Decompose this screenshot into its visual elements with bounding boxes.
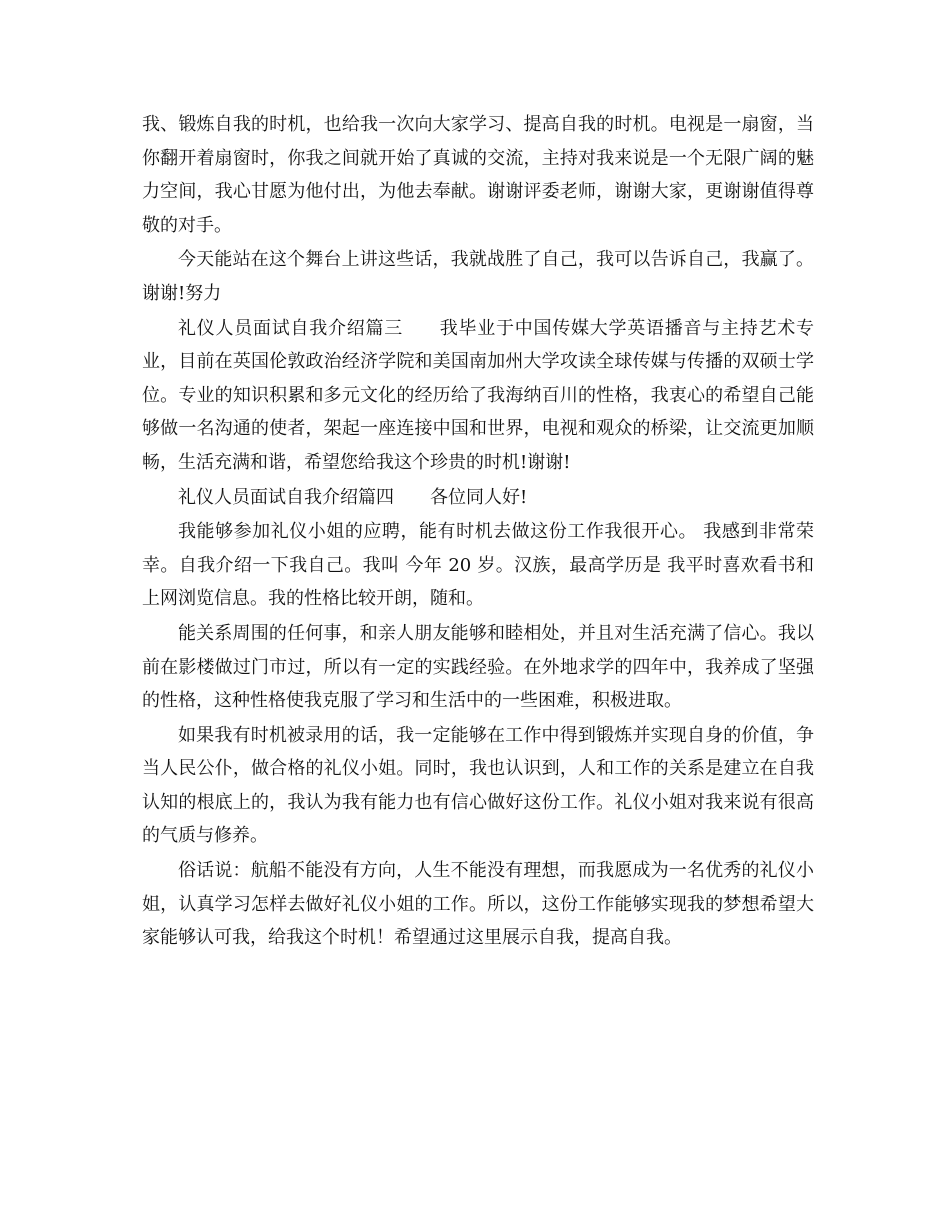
paragraph-2 — [142, 243, 814, 310]
paragraph-text: 我毕业于中国传媒大学英语播音与主持艺术专业，目前在英国伦敦政治经济学院和美国南加州大学攻读全球传媒与传播的双硕士学位。专业的知识积累和多元文化的经历给了我海纳百川的性格，我衷心的希望自己能够做一名沟通的使者，架起一座连接中国和世界，电视和观众的桥梁，让交流更加顺畅，生活充满和谐，希望您给我这个珍贵的时机!谢谢! — [142, 317, 814, 473]
paragraph-7 — [142, 719, 814, 853]
paragraph-text: 今天能站在这个舞台上讲这些话，我就战胜了自己，我可以告诉自己，我赢了。谢谢!努力 — [142, 249, 814, 304]
paragraph-4 — [142, 481, 814, 515]
document-body — [142, 108, 814, 956]
paragraph-text: 各位同人好! — [430, 486, 528, 508]
paragraph-1 — [142, 108, 814, 242]
paragraph-text: 能关系周围的任何事，和亲人朋友能够和睦相处，并且对生活充满了信心。我以前在影楼做过门市过，所以有一定的实践经验。在外地求学的四年中，我养成了坚强的性格，这种性格使我克服了学习和生活中的一些困难，积极进取。 — [142, 622, 814, 712]
paragraph-8 — [142, 854, 814, 955]
paragraph-text: 我、锻炼自我的时机，也给我一次向大家学习、提高自我的时机。电视是一扇窗，当你翻开着扇窗时，你我之间就开始了真诚的交流，主持对我来说是一个无限广阔的魅力空间，我心甘愿为他付出，为他去奉献。谢谢评委老师，谢谢大家，更谢谢值得尊敬的对手。 — [142, 114, 814, 236]
section-heading: 礼仪人员面试自我介绍篇四 — [178, 486, 394, 508]
paragraph-5 — [142, 515, 814, 616]
paragraph-text: 如果我有时机被录用的话，我一定能够在工作中得到锻炼并实现自身的价值，争当人民公仆，做合格的礼仪小姐。同时，我也认识到，人和工作的关系是建立在自我认知的根底上的，我认为我有能力也有信心做好这份工作。礼仪小姐对我来说有很高的气质与修养。 — [142, 724, 814, 847]
paragraph-text: 我能够参加礼仪小姐的应聘，能有时机去做这份工作我很开心。 我感到非常荣幸。自我介绍一下我自己。我叫 今年 20 岁。汉族，最高学历是 我平时喜欢看书和上网浏览信息。我的性格比较开朗，随和。 — [142, 521, 814, 610]
paragraph-3 — [142, 312, 814, 480]
paragraph-text: 俗话说：航船不能没有方向，人生不能没有理想，而我愿成为一名优秀的礼仪小姐，认真学习怎样去做好礼仪小姐的工作。所以，这份工作能够实现我的梦想希望大家能够认可我，给我这个时机！希望通过这里展示自我，提高自我。 — [142, 860, 814, 949]
section-heading: 礼仪人员面试自我介绍篇三 — [178, 317, 403, 339]
paragraph-6 — [142, 617, 814, 718]
